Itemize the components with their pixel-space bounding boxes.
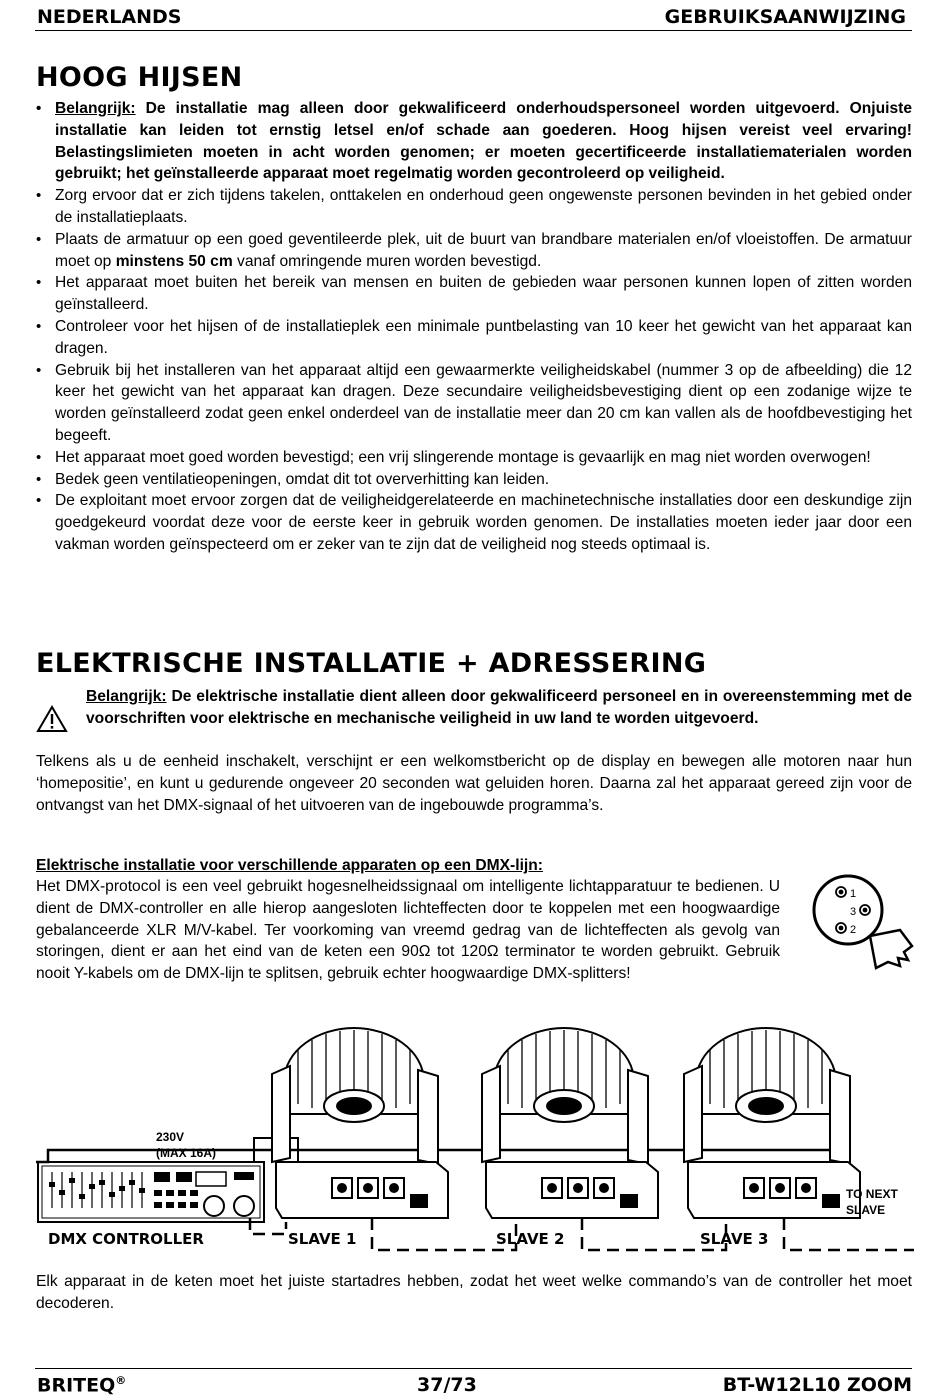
page-footer xyxy=(35,1368,912,1397)
bullet-text: Plaats de armatuur op een goed geventileerde plek, uit de buurt van brandbare materialen en/of vloeistoffen. De armatuur moet op xyxy=(55,230,912,270)
list-item: • De exploitant moet ervoor zorgen dat de veiligheidgerelateerde en machinetechnische installaties door een deskundige zijn goedgekeurd voordat deze voor de eerste keer in gebruik worden genomen. De installaties moeten ieder jaar door een vakman worden geïnspecteerd om er zeker van te zijn dat de veiligheid nog steeds optimaal is. xyxy=(36,490,912,555)
dmx-controller-illustration xyxy=(38,1162,264,1222)
min-distance: minstens 50 cm xyxy=(115,252,233,270)
hijsen-bullet-list xyxy=(36,98,912,556)
xlr-connector-illustration xyxy=(808,868,918,978)
warning-text: De elektrische installatie dient alleen door gekwalificeerd personeel en in overeenstemming met de voorschriften voor elektrische en mechanische veiligheid in uw land te worden uitgevoerd. xyxy=(86,688,912,727)
page-number: 37/73 xyxy=(417,1374,477,1396)
xlr-pin-label: 2 xyxy=(850,924,857,936)
dmx-subheading: Elektrische installatie voor verschillende apparaten op een DMX-lijn: xyxy=(36,857,543,874)
intro-paragraph: Telkens als u de eenheid inschakelt, verschijnt er een welkomstbericht op de display en bewegen alle motoren naar hun ‘homepositie’, en kunt u gedurende ongeveer 20 seconden wat geluiden horen. Daarna zal het apparaat gereed zijn voor de ontvangst van het DMX-signaal of het uitvoeren van de ingebouwde programma’s. xyxy=(36,753,912,814)
page-header xyxy=(35,4,912,31)
to-next-slave-label: SLAVE xyxy=(846,1203,886,1217)
moving-head-slave-3 xyxy=(684,1028,860,1218)
controller-label: DMX CONTROLLER xyxy=(48,1230,204,1248)
footer-model: BT-W12L10 ZOOM xyxy=(722,1374,912,1396)
slave-label: SLAVE 3 xyxy=(700,1230,769,1248)
section-title-elektrische-installatie: ELEKTRISCHE INSTALLATIE + ADRESSERING xyxy=(36,648,707,679)
list-item: • Het apparaat moet goed worden bevestigd; een vrij slingerende montage is gevaarlijk en mag niet worden overwogen! xyxy=(36,447,912,469)
header-doc-type: GEBRUIKSAANWIJZING xyxy=(664,6,906,28)
footer-brand xyxy=(37,1374,126,1396)
power-label: 230V xyxy=(156,1130,185,1144)
header-language: NEDERLANDS xyxy=(37,6,182,28)
xlr-pin-label: 3 xyxy=(850,906,857,918)
section-title-hoog-hijsen: HOOG HIJSEN xyxy=(36,62,243,93)
brand-name: BRITEQ xyxy=(37,1374,116,1397)
registered-mark: ® xyxy=(115,1374,127,1387)
slave-label: SLAVE 2 xyxy=(496,1230,565,1248)
list-item: • Zorg ervoor dat er zich tijdens takelen, onttakelen en onderhoud geen ongewenste personen bevinden in het gebied onder de installatieplaats. xyxy=(36,185,912,229)
dmx-chain-diagram xyxy=(36,1022,916,1254)
list-item: • Gebruik bij het installeren van het apparaat altijd een gewaarmerkte veiligheidskabel (nummer 3 op de afbeelding) die 12 keer het gewicht van het apparaat kan dragen. Deze secundaire veiligheidsbevestiging dient op een zodanige wijze te worden geïnstalleerd zodat geen enkel onderdeel van de installatie meer dan 20 cm kan vallen als de hoofdbevestiging het begeeft. xyxy=(36,360,912,447)
list-item: • Bedek geen ventilatieopeningen, omdat dit tot oververhitting kan leiden. xyxy=(36,469,912,491)
dmx-paragraph: Het DMX-protocol is een veel gebruikt hogesnelheidssignaal om intelligente lichtapparatuur te bedienen. U dient de DMX-controller en alle hierop aangesloten lichteffecten door te koppelen met een hoogwaardige gebalanceerde XLR M/V-kabel. Ter voorkoming van vreemd gedrag van de lichteffecten als gevolg van storingen, dient er aan het eind van de keten een 90Ω tot 120Ω terminator te worden gebruikt. Gebruik nooit Y-kabels om de DMX-lijn te splitsen, gebruik echter hoogwaardige DMX-splitters! xyxy=(36,878,780,983)
list-item xyxy=(36,229,912,273)
moving-head-slave-2 xyxy=(482,1028,658,1218)
moving-head-slave-1 xyxy=(272,1028,448,1218)
slave-label: SLAVE 1 xyxy=(288,1230,357,1248)
to-next-slave-label: TO NEXT xyxy=(846,1187,898,1201)
important-label: Belangrijk: xyxy=(86,688,167,705)
bullet-text: vanaf omringende muren worden bevestigd. xyxy=(232,252,542,270)
important-text: De installatie mag alleen door gekwalificeerd onderhoudspersoneel worden uitgevoerd. Onjuiste installatie kan leiden tot ernstig letsel en/of schade aan goederen. Hoog hijsen vereist veel ervaring! Belastingslimieten moeten in acht worden genomen; er moeten gecertificeerde installatiematerialen worden gebruikt; het geïnstalleerde apparaat moet regelmatig worden gecontroleerd op veiligheid. xyxy=(55,100,912,183)
list-item: • Controleer voor het hijsen of de installatieplek een minimale puntbelasting van 10 keer het gewicht van het apparaat kan dragen. xyxy=(36,316,912,360)
list-item: • Het apparaat moet buiten het bereik van mensen en buiten de gebieden waar personen kunnen lopen of zitten worden geïnstalleerd. xyxy=(36,272,912,316)
power-max-label: (MAX 16A) xyxy=(156,1146,217,1160)
closing-paragraph: Elk apparaat in de keten moet het juiste startadres hebben, zodat het weet welke commando’s van de controller het moet decoderen. xyxy=(36,1273,912,1312)
list-item xyxy=(36,98,912,185)
warning-icon xyxy=(36,705,68,733)
important-label: Belangrijk: xyxy=(55,100,136,117)
xlr-pin-label: 1 xyxy=(850,888,857,900)
electrical-warning xyxy=(86,686,912,730)
